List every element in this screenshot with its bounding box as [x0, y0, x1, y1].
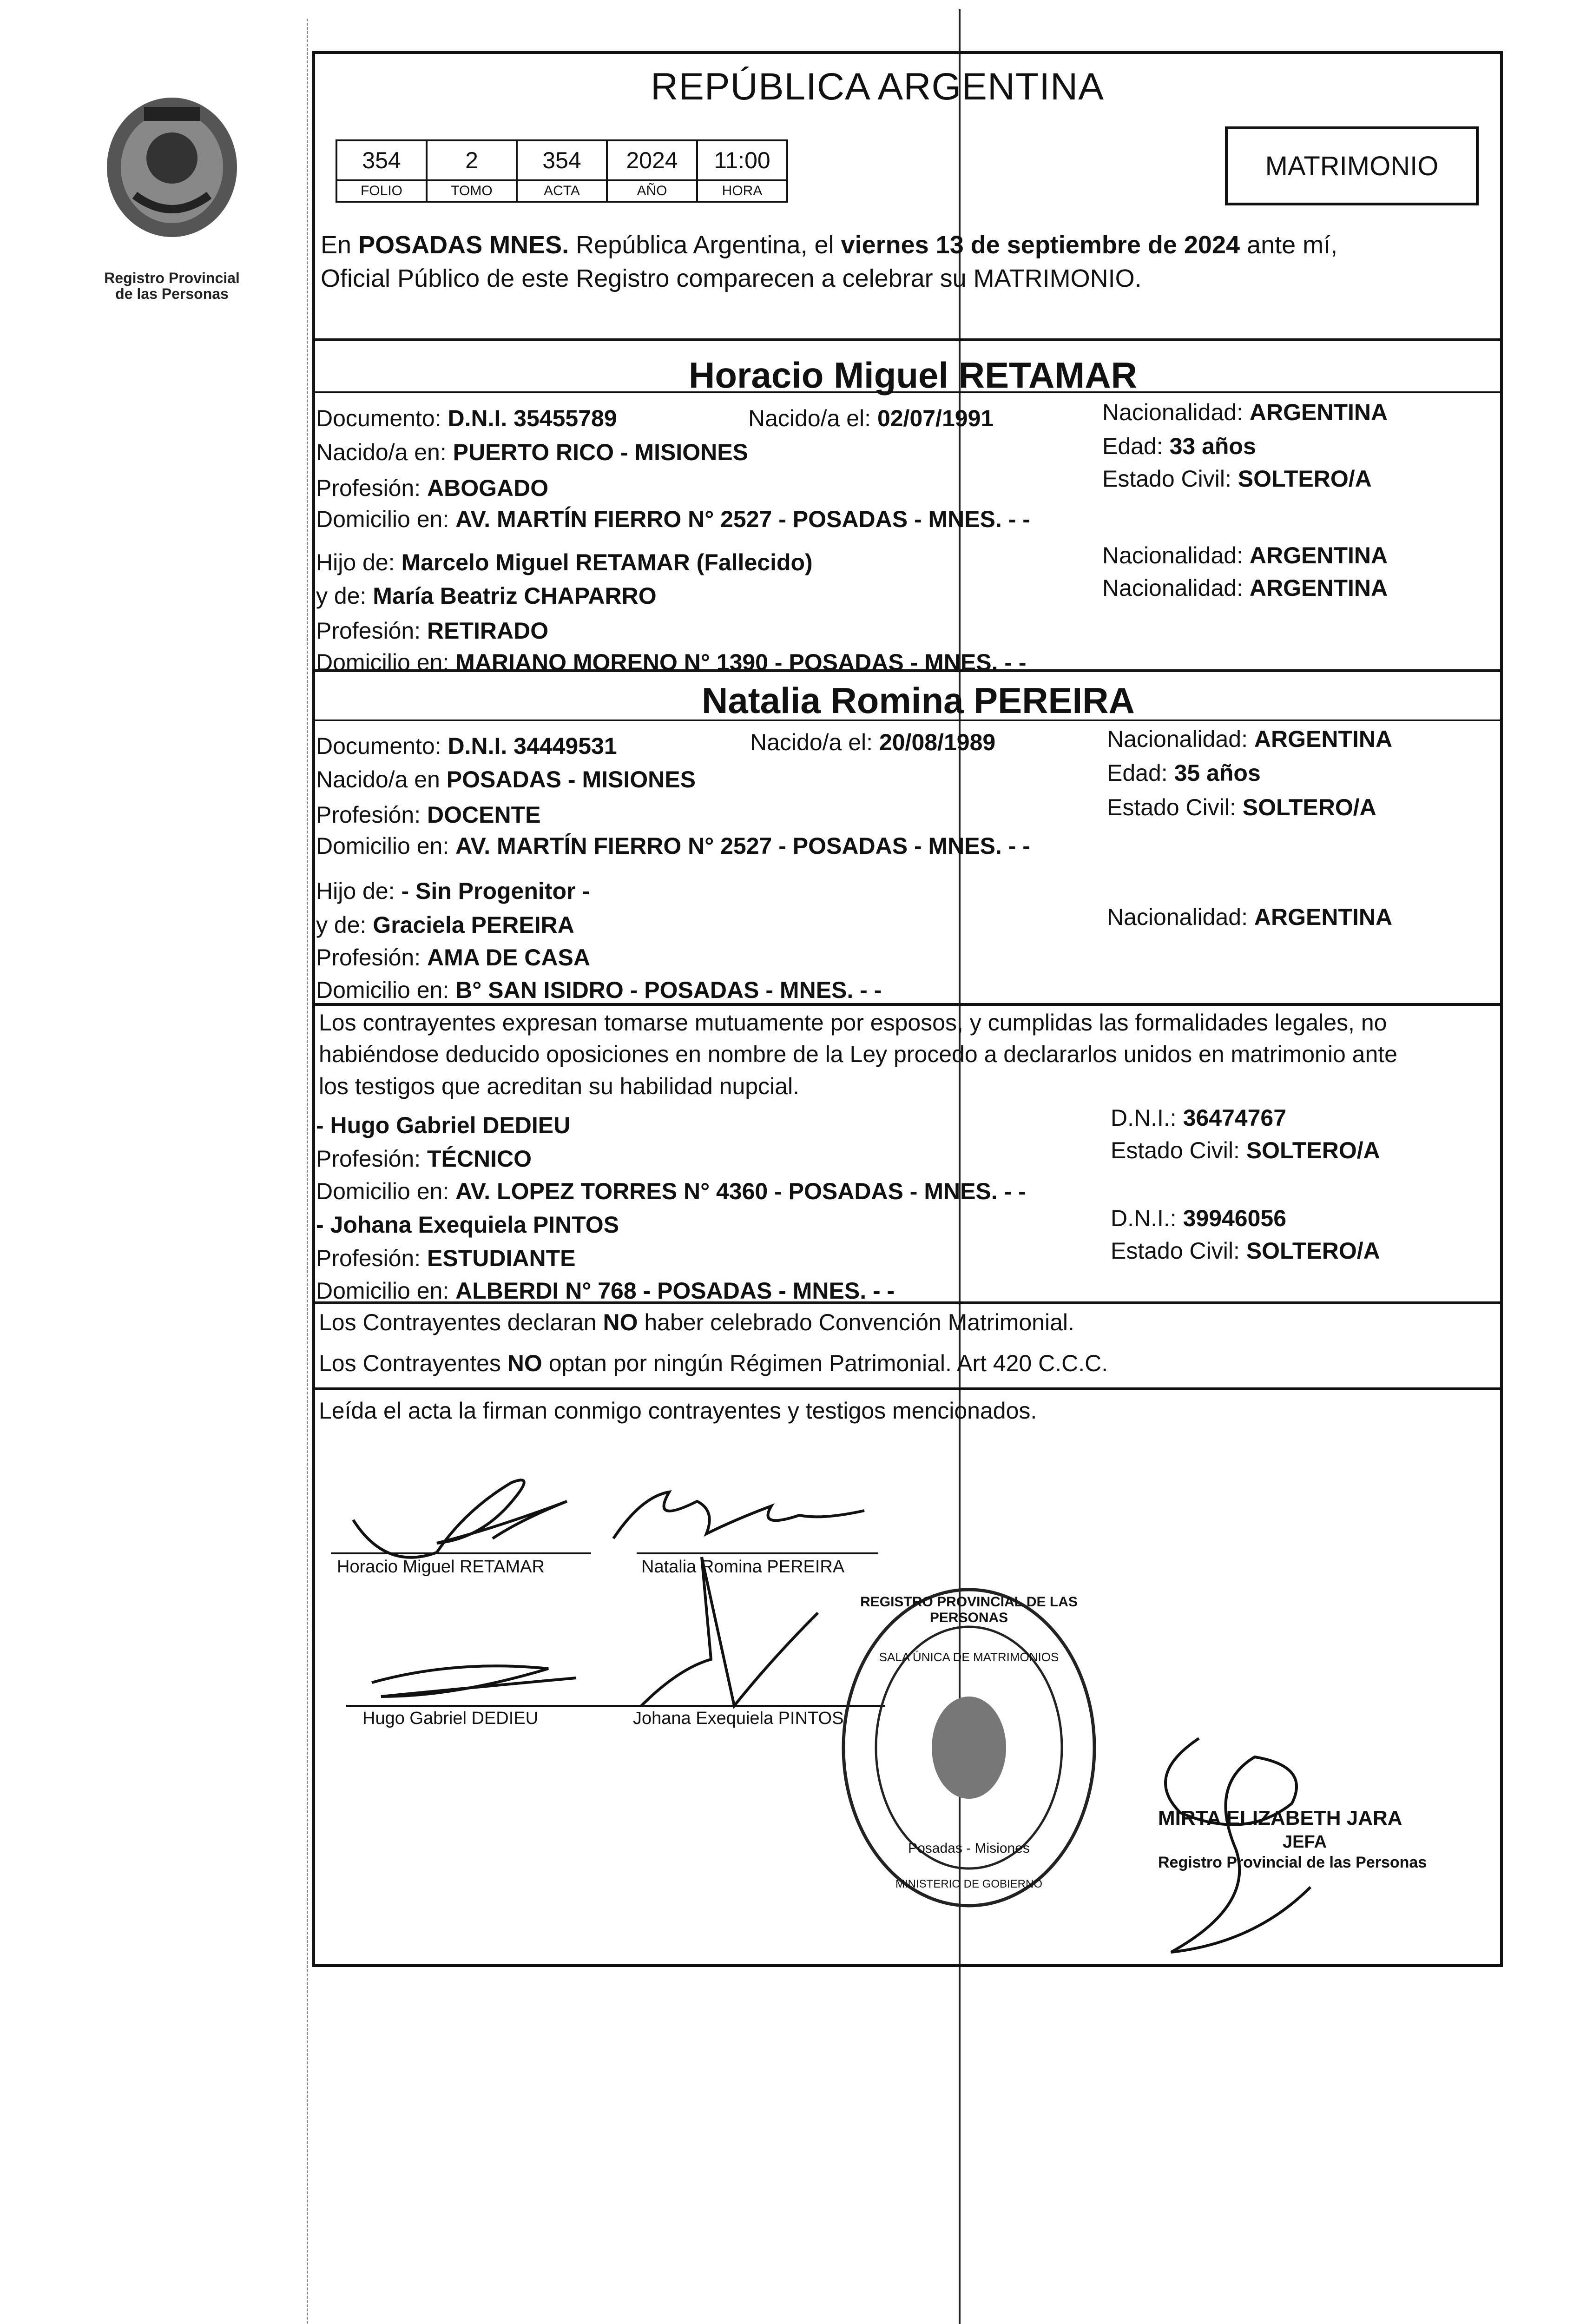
intro-line-2: Oficial Público de este Registro comparecen a celebrar su MATRIMONIO.	[321, 264, 1142, 292]
intro-line-1: En POSADAS MNES. República Argentina, el viernes 13 de septiembre de 2024 ante mí,	[321, 231, 1338, 259]
signature-line-1	[331, 1552, 591, 1554]
divider	[312, 669, 1503, 672]
spouse2-age: Edad: 35 años	[1107, 760, 1261, 786]
witness1-name: - Hugo Gabriel DEDIEU	[316, 1112, 571, 1138]
folio-value: 354	[336, 140, 427, 180]
spouse1-profession: Profesión: ABOGADO	[316, 475, 549, 501]
divider	[312, 1301, 1503, 1304]
coat-of-arms-icon	[88, 88, 256, 265]
spouse1-age: Edad: 33 años	[1102, 433, 1256, 459]
signature-line-3	[346, 1705, 625, 1707]
signature-spouse2	[613, 1492, 864, 1538]
folio-label: FOLIO	[336, 180, 427, 202]
divider	[312, 338, 1503, 341]
year-label: AÑO	[607, 180, 697, 202]
signature-name-3: Hugo Gabriel DEDIEU	[362, 1709, 539, 1728]
witness1-dni: D.N.I.: 36474767	[1111, 1105, 1287, 1131]
witness2-profession: Profesión: ESTUDIANTE	[316, 1245, 576, 1271]
spouse2-address: Domicilio en: AV. MARTÍN FIERRO N° 2527 - POSADAS - MNES. - -	[316, 833, 1030, 859]
hour-label: HORA	[697, 180, 787, 202]
record-data-table	[336, 139, 788, 203]
signature-spouse1	[353, 1480, 567, 1557]
signature-name-4: Johana Exequiela PINTOS	[633, 1709, 844, 1728]
act-type-box: MATRIMONIO	[1225, 126, 1479, 205]
seal-bottom-text: Posadas - Misiones	[908, 1841, 1030, 1856]
spouse1-birthplace: Nacido/a en: PUERTO RICO - MISIONES	[316, 439, 748, 465]
declaration-line-2: habiéndose deducido oposiciones en nombre de la Ley procedo a declararlos unidos en matrimonio ante	[319, 1041, 1397, 1067]
spouse2-mother: y de: Graciela PEREIRA	[316, 912, 574, 938]
declaration-line-1: Los contrayentes expresan tomarse mutuamente por esposos, y cumplidas las formalidades legales, no	[319, 1010, 1387, 1036]
witness2-civil-status: Estado Civil: SOLTERO/A	[1111, 1238, 1380, 1264]
signature-line-2	[637, 1552, 878, 1554]
official-name: MIRTA ELIZABETH JARA	[1158, 1807, 1402, 1829]
spouse1-parent-profession: Profesión: RETIRADO	[316, 618, 549, 644]
spouse1-father: Hijo de: Marcelo Miguel RETAMAR (Fallecido)	[316, 549, 813, 575]
regime-line-1: Los Contrayentes declaran NO haber celebrado Convención Matrimonial.	[319, 1309, 1074, 1335]
divider	[312, 1387, 1503, 1390]
divider	[312, 720, 1503, 721]
tomo-label: TOMO	[427, 180, 517, 202]
witness1-profession: Profesión: TÉCNICO	[316, 1146, 532, 1172]
scan-margin-line	[307, 19, 308, 2324]
seal-ministry-text: MINISTERIO DE GOBIERNO	[895, 1878, 1043, 1890]
witness1-civil-status: Estado Civil: SOLTERO/A	[1111, 1137, 1380, 1163]
spouse2-mother-nationality: Nacionalidad: ARGENTINA	[1107, 904, 1393, 930]
signature-witness2	[641, 1557, 818, 1706]
closing-text: Leída el acta la firman conmigo contrayentes y testigos mencionados.	[319, 1398, 1037, 1424]
spouse1-name: Horacio Miguel RETAMAR	[689, 355, 1137, 396]
divider	[312, 1003, 1503, 1006]
spouse2-document: Documento: D.N.I. 34449531	[316, 733, 617, 759]
spouse2-parent-address: Domicilio en: B° SAN ISIDRO - POSADAS - MNES. - -	[316, 977, 882, 1003]
divider	[312, 391, 1503, 393]
hour-value: 11:00	[697, 140, 787, 180]
witness2-name: - Johana Exequiela PINTOS	[316, 1212, 619, 1238]
spouse2-profession: Profesión: DOCENTE	[316, 802, 541, 828]
signature-name-1: Horacio Miguel RETAMAR	[337, 1557, 545, 1577]
seal-icon	[834, 1580, 1104, 1915]
spouse1-mother-nationality: Nacionalidad: ARGENTINA	[1102, 575, 1388, 601]
acta-value: 354	[517, 140, 607, 180]
spouse2-nationality: Nacionalidad: ARGENTINA	[1107, 726, 1393, 752]
declaration-line-3: los testigos que acreditan su habilidad nupcial.	[319, 1073, 800, 1099]
spouse1-mother: y de: María Beatriz CHAPARRO	[316, 583, 657, 609]
spouse2-birthplace: Nacido/a en POSADAS - MISIONES	[316, 766, 696, 792]
official-signature	[1115, 1710, 1394, 1971]
official-seal	[834, 1580, 1104, 1915]
regime-line-2: Los Contrayentes NO optan por ningún Régimen Patrimonial. Art 420 C.C.C.	[319, 1350, 1108, 1376]
spouse1-address: Domicilio en: AV. MARTÍN FIERRO N° 2527 - POSADAS - MNES. - -	[316, 506, 1030, 532]
spouse2-father: Hijo de: - Sin Progenitor -	[316, 878, 590, 904]
signature-witness1	[372, 1666, 576, 1697]
witness2-dni: D.N.I.: 39946056	[1111, 1205, 1287, 1231]
seal-inner-text: SALA ÚNICA DE MATRIMONIOS	[879, 1650, 1059, 1664]
official-role: JEFA	[1283, 1832, 1327, 1852]
page-title: REPÚBLICA ARGENTINA	[651, 66, 1104, 108]
spouse1-document: Documento: D.N.I. 35455789	[316, 405, 617, 431]
acta-label: ACTA	[517, 180, 607, 202]
registry-logo	[88, 88, 256, 265]
official-office: Registro Provincial de las Personas	[1158, 1854, 1427, 1871]
spouse1-father-nationality: Nacionalidad: ARGENTINA	[1102, 542, 1388, 568]
logo-caption: Registro Provincial de las Personas	[104, 270, 240, 302]
spouse2-name: Natalia Romina PEREIRA	[702, 680, 1135, 721]
spouse1-civil-status: Estado Civil: SOLTERO/A	[1102, 466, 1372, 492]
tomo-value: 2	[427, 140, 517, 180]
witness2-address: Domicilio en: ALBERDI N° 768 - POSADAS - MNES. - -	[316, 1278, 895, 1304]
spouse2-civil-status: Estado Civil: SOLTERO/A	[1107, 794, 1376, 820]
seal-outer-text: REGISTRO PROVINCIAL DE LAS PERSONAS	[860, 1594, 1078, 1625]
spouse2-birthdate: Nacido/a el: 20/08/1989	[750, 729, 996, 755]
year-value: 2024	[607, 140, 697, 180]
spouse1-nationality: Nacionalidad: ARGENTINA	[1102, 399, 1388, 425]
witness1-address: Domicilio en: AV. LOPEZ TORRES N° 4360 - POSADAS - MNES. - -	[316, 1178, 1026, 1204]
spouse1-birthdate: Nacido/a el: 02/07/1991	[748, 405, 994, 431]
spouse1-parent-address: Domicilio en: MARIANO MORENO N° 1390 - POSADAS - MNES. - -	[316, 649, 1027, 675]
spouse2-parent-profession: Profesión: AMA DE CASA	[316, 944, 590, 971]
signature-name-2: Natalia Romina PEREIRA	[641, 1557, 845, 1577]
